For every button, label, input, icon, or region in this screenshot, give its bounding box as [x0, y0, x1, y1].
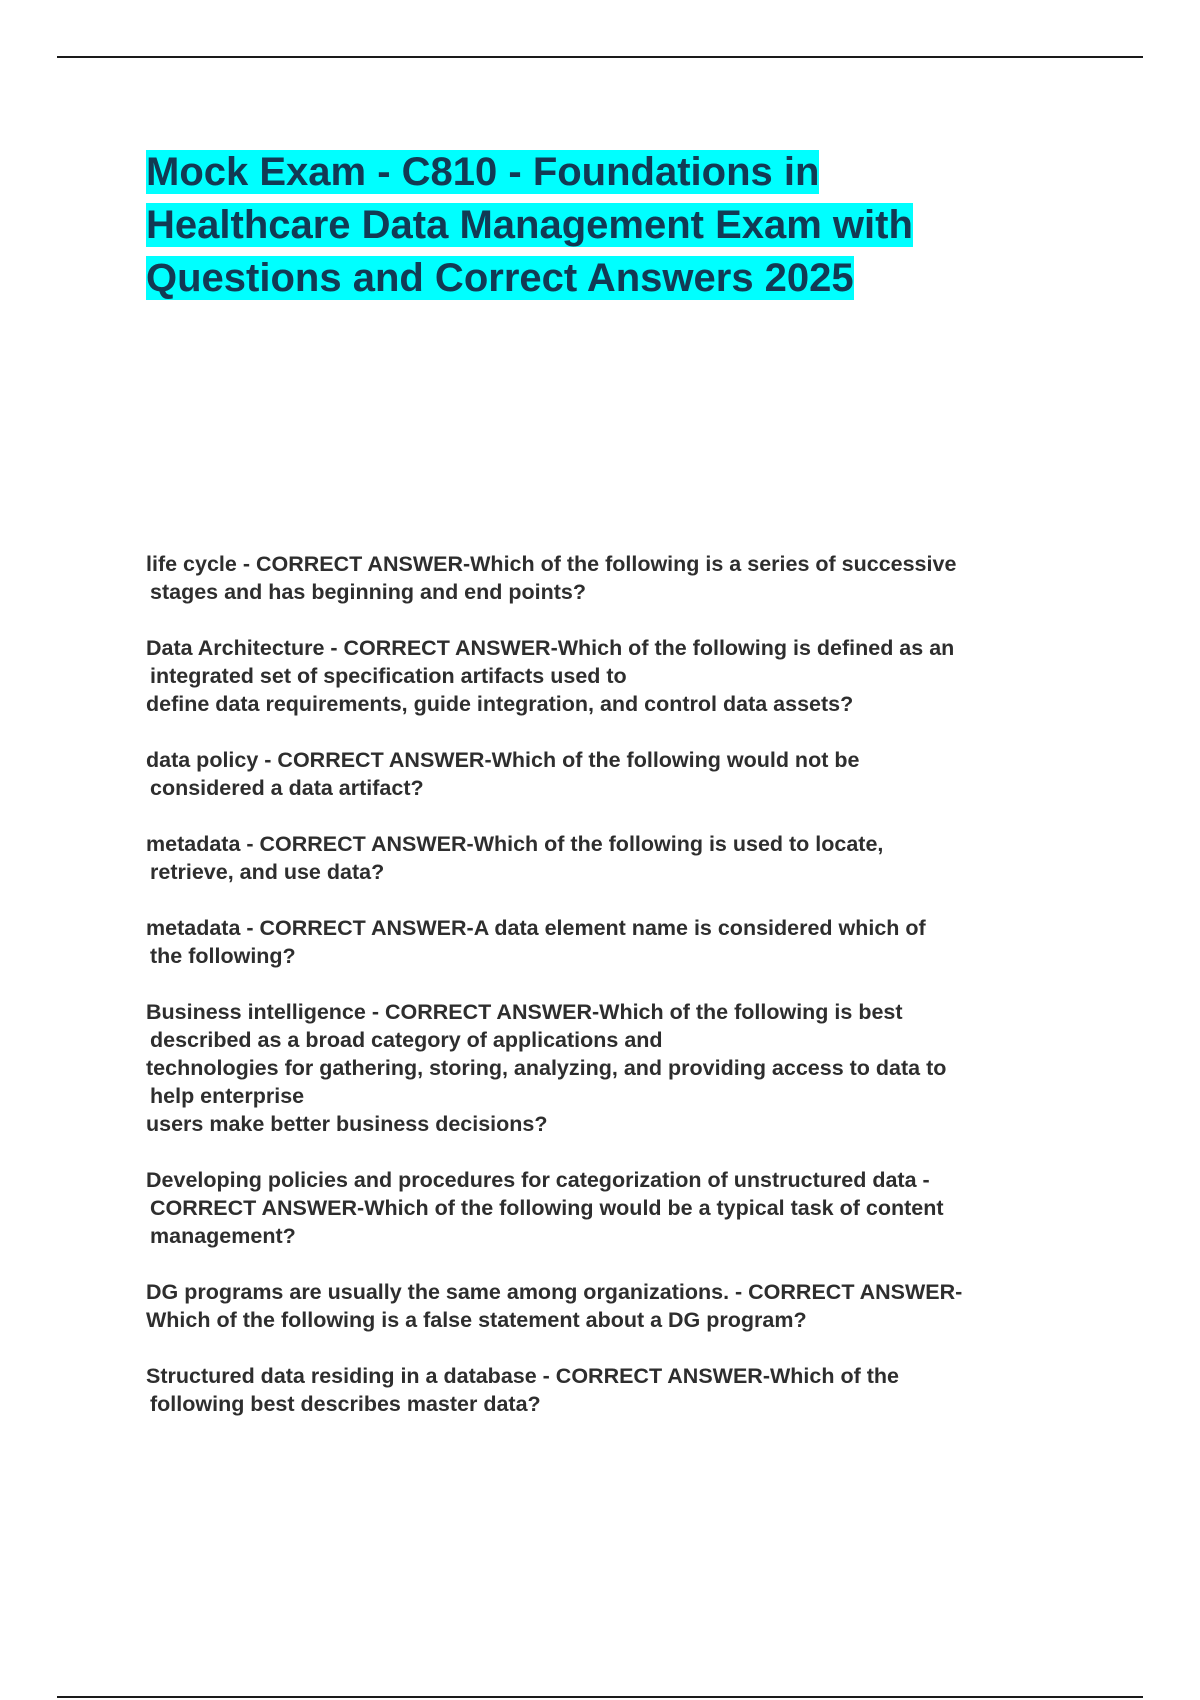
qa-line: Business intelligence - CORRECT ANSWER-Which of the following is best — [146, 1000, 903, 1024]
qa-line: DG programs are usually the same among organizations. - CORRECT ANSWER- — [146, 1280, 963, 1304]
qa-item — [146, 550, 1096, 606]
qa-line: management? — [150, 1224, 296, 1248]
qa-line: following best describes master data? — [150, 1392, 541, 1416]
page-title — [146, 146, 1046, 305]
qa-line: stages and has beginning and end points? — [150, 580, 587, 604]
qa-line: described as a broad category of applications and — [150, 1028, 663, 1052]
qa-item — [146, 1278, 1096, 1334]
qa-item — [146, 998, 1096, 1138]
qa-line: integrated set of specification artifacts used to — [150, 664, 627, 688]
qa-line: define data requirements, guide integration, and control data assets? — [146, 692, 854, 716]
qa-item — [146, 1362, 1096, 1418]
qa-line: technologies for gathering, storing, analyzing, and providing access to data to — [146, 1056, 947, 1080]
title-line: Mock Exam - C810 - Foundations in — [146, 150, 820, 194]
qa-line: help enterprise — [150, 1084, 305, 1108]
qa-line: Data Architecture - CORRECT ANSWER-Which of the following is defined as an — [146, 636, 955, 660]
title-line: Healthcare Data Management Exam with — [146, 203, 913, 247]
qa-list — [146, 550, 1096, 1446]
qa-line: life cycle - CORRECT ANSWER-Which of the following is a series of successive — [146, 552, 957, 576]
qa-line: data policy - CORRECT ANSWER-Which of the following would not be — [146, 748, 860, 772]
qa-line: Structured data residing in a database - CORRECT ANSWER-Which of the — [146, 1364, 899, 1388]
qa-line: users make better business decisions? — [146, 1112, 548, 1136]
qa-line: retrieve, and use data? — [150, 860, 385, 884]
qa-item — [146, 746, 1096, 802]
title-line: Questions and Correct Answers 2025 — [146, 256, 854, 300]
qa-line: considered a data artifact? — [150, 776, 424, 800]
qa-line: metadata - CORRECT ANSWER-A data element name is considered which of — [146, 916, 926, 940]
qa-line: Which of the following is a false statement about a DG program? — [146, 1308, 807, 1332]
qa-line: Developing policies and procedures for categorization of unstructured data - — [146, 1168, 930, 1192]
qa-item — [146, 634, 1096, 718]
qa-item — [146, 1166, 1096, 1250]
qa-item — [146, 914, 1096, 970]
qa-line: the following? — [150, 944, 296, 968]
footer-rule — [57, 1696, 1143, 1698]
qa-line: CORRECT ANSWER-Which of the following would be a typical task of content — [150, 1196, 944, 1220]
qa-item — [146, 830, 1096, 886]
title-block — [146, 146, 1046, 305]
header-rule — [57, 56, 1143, 58]
qa-line: metadata - CORRECT ANSWER-Which of the following is used to locate, — [146, 832, 884, 856]
